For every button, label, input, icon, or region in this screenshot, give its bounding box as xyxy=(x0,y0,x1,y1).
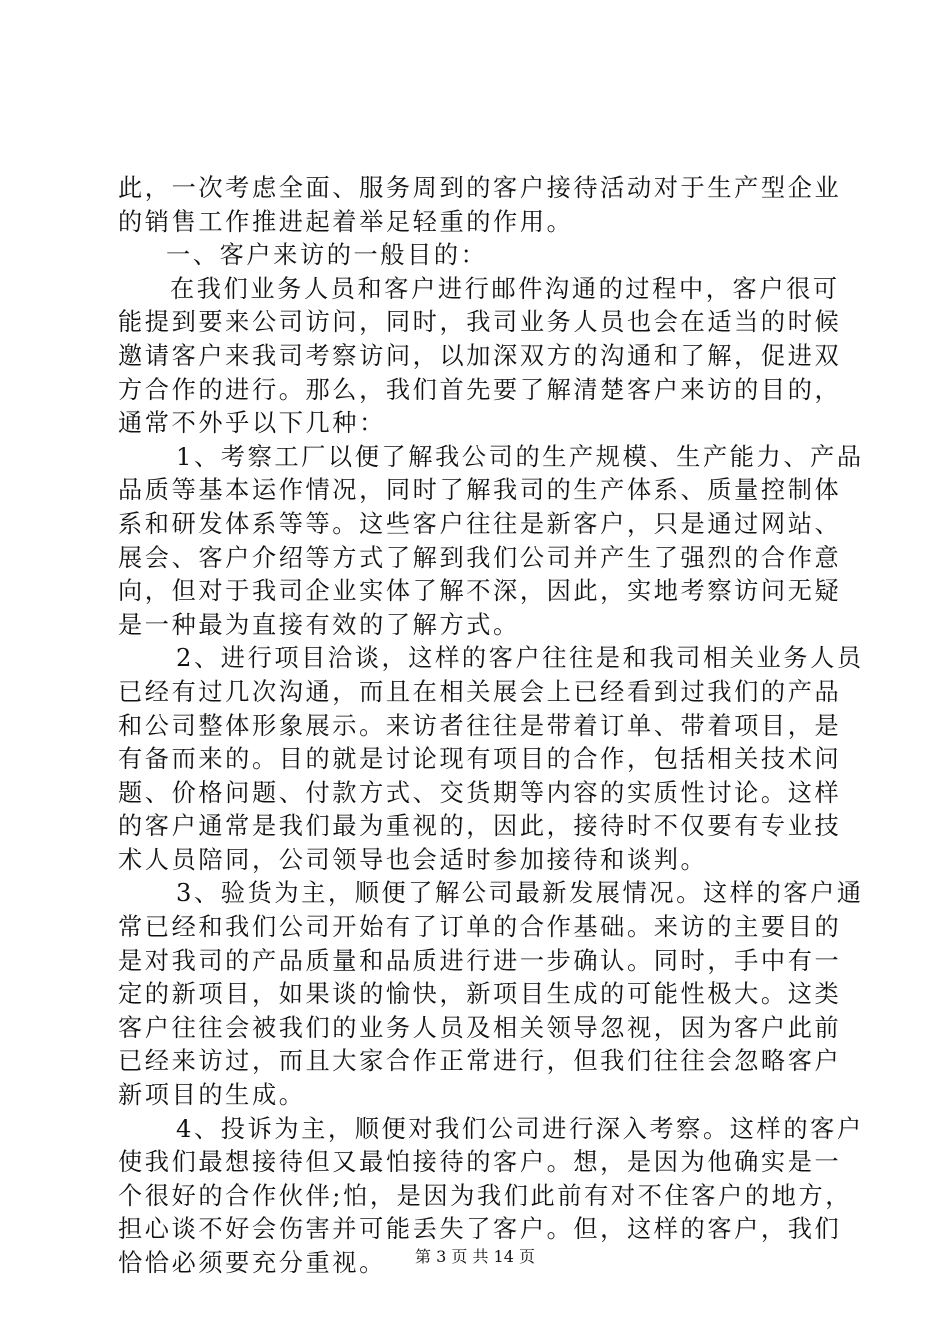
paragraph-line: 的销售工作推进起着举足轻重的作用。 xyxy=(118,207,574,236)
paragraph-line: 邀请客户来我司考察访问，以加深双方的沟通和了解，促进双 xyxy=(118,341,842,370)
list-item-2-line: 已经有过几次沟通，而且在相关展会上已经看到过我们的产品 xyxy=(118,677,842,706)
list-item-2-line: 题、价格问题、付款方式、交货期等内容的实质性讨论。这样 xyxy=(118,778,842,807)
list-item-3-line: 已经来访过，而且大家合作正常进行，但我们往往会忽略客户 xyxy=(118,1047,842,1076)
paragraph-line: 在我们业务人员和客户进行邮件沟通的过程中，客户很可 xyxy=(170,274,840,303)
document-body xyxy=(118,172,864,1281)
paragraph-line: 通常不外乎以下几种： xyxy=(118,409,386,438)
paragraph-line: 方合作的进行。那么，我们首先要了解清楚客户来访的目的， xyxy=(118,375,842,404)
list-item-1-line: 品质等基本运作情况，同时了解我司的生产体系、质量控制体 xyxy=(118,476,842,505)
list-item-1-line: 向，但对于我司企业实体了解不深，因此，实地考察访问无疑 xyxy=(118,577,842,606)
list-item-2-line: 有备而来的。目的就是讨论现有项目的合作，包括相关技术问 xyxy=(118,745,842,774)
list-item-3-line: 是对我司的产品质量和品质进行进一步确认。同时，手中有一 xyxy=(118,946,842,975)
list-item-3-line: 常已经和我们公司开始有了订单的合作基础。来访的主要目的 xyxy=(118,913,842,942)
list-item-3-line: 3、验货为主，顺便了解公司最新发展情况。这样的客户通 xyxy=(176,879,864,908)
list-item-2-line: 和公司整体形象展示。来访者往往是带着订单、带着项目，是 xyxy=(118,711,842,740)
paragraph-line: 能提到要来公司访问，同时，我司业务人员也会在适当的时候 xyxy=(118,308,842,337)
list-item-3-line: 客户往往会被我们的业务人员及相关领导忽视，因为客户此前 xyxy=(118,1013,842,1042)
list-item-1-line: 系和研发体系等等。这些客户往往是新客户，只是通过网站、 xyxy=(118,509,842,538)
page-number-footer: 第 3 页 共 14 页 xyxy=(415,1247,535,1266)
list-item-2-line: 术人员陪同，公司领导也会适时参加接待和谈判。 xyxy=(118,845,708,874)
list-item-1-line: 展会、客户介绍等方式了解到我们公司并产生了强烈的合作意 xyxy=(118,543,842,572)
list-item-3-line: 新项目的生成。 xyxy=(118,1081,306,1110)
list-item-4-line: 4、投诉为主，顺便对我们公司进行深入考察。这样的客户 xyxy=(176,1114,864,1143)
list-item-1-line: 1、考察工厂以便了解我公司的生产规模、生产能力、产品 xyxy=(176,442,864,471)
list-item-4-line: 个很好的合作伙伴;怕，是因为我们此前有对不住客户的地方， xyxy=(118,1181,853,1210)
list-item-4-line: 恰恰必须要充分重视。 xyxy=(118,1249,386,1277)
list-item-4-line: 担心谈不好会伤害并可能丢失了客户。但，这样的客户，我们 xyxy=(118,1215,842,1244)
list-item-2-line: 2、进行项目洽谈，这样的客户往往是和我司相关业务人员 xyxy=(176,644,864,673)
list-item-4-line: 使我们最想接待但又最怕接待的客户。想，是因为他确实是一 xyxy=(118,1148,842,1177)
list-item-1-line: 是一种最为直接有效的了解方式。 xyxy=(118,610,520,639)
list-item-3-line: 定的新项目，如果谈的愉快，新项目生成的可能性极大。这类 xyxy=(118,980,842,1009)
list-item-2-line: 的客户通常是我们最为重视的，因此，接待时不仅要有专业技 xyxy=(118,812,842,841)
section-heading: 一、客户来访的一般目的： xyxy=(166,241,488,270)
paragraph-line: 此，一次考虑全面、服务周到的客户接待活动对于生产型企业 xyxy=(118,174,842,202)
